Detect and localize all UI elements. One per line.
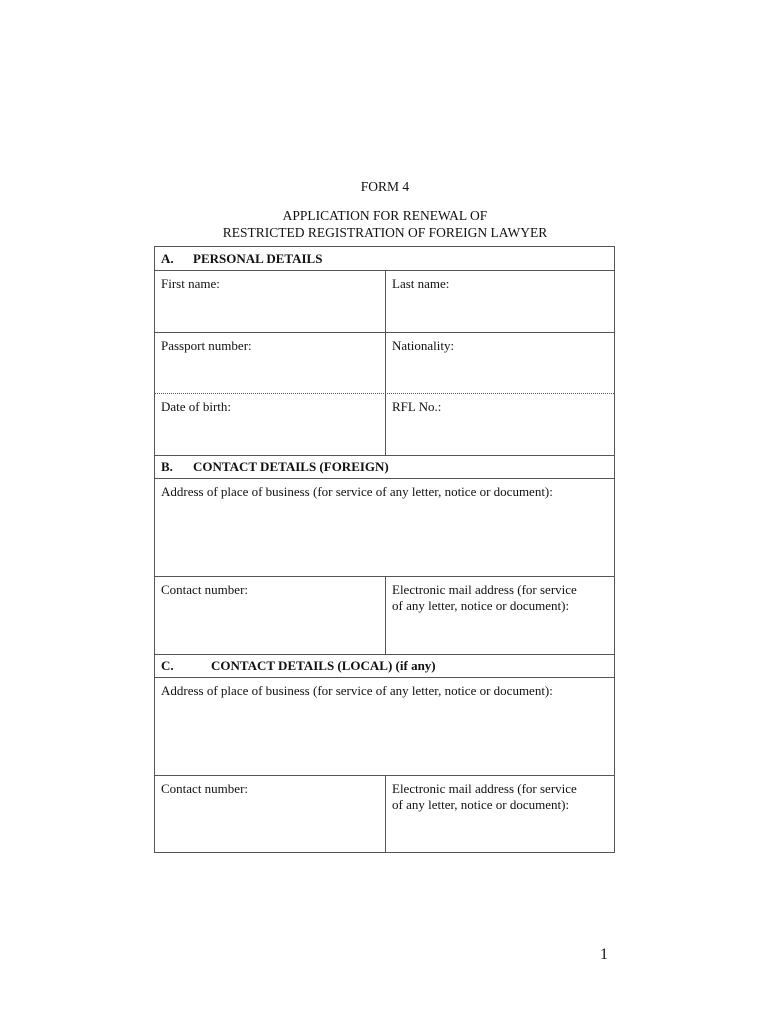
rfl-no-label: RFL No.: bbox=[392, 399, 442, 414]
application-title-line-2: RESTRICTED REGISTRATION OF FOREIGN LAWYER bbox=[222, 225, 548, 240]
foreign-email-label-line-2: of any letter, notice or document): bbox=[392, 598, 570, 613]
local-address-field[interactable] bbox=[155, 677, 614, 775]
local-contact-number-label: Contact number: bbox=[161, 781, 249, 796]
column-divider bbox=[385, 775, 386, 852]
first-name-label: First name: bbox=[161, 276, 220, 291]
passport-number-label: Passport number: bbox=[161, 338, 252, 353]
section-c-letter: C. bbox=[161, 658, 174, 673]
nationality-label: Nationality: bbox=[392, 338, 455, 353]
section-c-header bbox=[155, 654, 614, 677]
date-of-birth-label: Date of birth: bbox=[161, 399, 232, 414]
foreign-email-field[interactable] bbox=[385, 576, 614, 654]
page-number: 1 bbox=[600, 946, 608, 963]
column-divider bbox=[385, 576, 386, 654]
local-email-field[interactable] bbox=[385, 775, 614, 852]
section-a-letter: A. bbox=[161, 251, 174, 266]
section-b-header bbox=[155, 455, 614, 478]
section-a-header bbox=[155, 247, 614, 270]
column-divider bbox=[385, 270, 386, 455]
last-name-label: Last name: bbox=[392, 276, 450, 291]
foreign-contact-number-label: Contact number: bbox=[161, 582, 249, 597]
foreign-address-label: Address of place of business (for service of any letter, notice or document): bbox=[161, 484, 553, 499]
section-b-title: CONTACT DETAILS (FOREIGN) bbox=[193, 459, 389, 474]
section-c-title: CONTACT DETAILS (LOCAL) (if any) bbox=[211, 658, 436, 673]
section-b-letter: B. bbox=[161, 459, 173, 474]
rfl-no-field[interactable] bbox=[385, 393, 614, 455]
local-email-label-line-2: of any letter, notice or document): bbox=[392, 797, 570, 812]
foreign-contact-number-field[interactable] bbox=[155, 576, 385, 654]
nationality-field[interactable] bbox=[385, 332, 614, 393]
form-title: FORM 4 bbox=[360, 179, 410, 194]
last-name-field[interactable] bbox=[385, 270, 614, 332]
local-email-label-line-1: Electronic mail address (for service bbox=[392, 781, 577, 796]
foreign-email-label-line-1: Electronic mail address (for service bbox=[392, 582, 577, 597]
section-a-title: PERSONAL DETAILS bbox=[193, 251, 323, 266]
application-title-line-1: APPLICATION FOR RENEWAL OF bbox=[282, 208, 488, 223]
local-contact-number-field[interactable] bbox=[155, 775, 385, 852]
first-name-field[interactable] bbox=[155, 270, 385, 332]
local-address-label: Address of place of business (for service of any letter, notice or document): bbox=[161, 683, 553, 698]
date-of-birth-field[interactable] bbox=[155, 393, 385, 455]
foreign-address-field[interactable] bbox=[155, 478, 614, 576]
passport-number-field[interactable] bbox=[155, 332, 385, 393]
form-table bbox=[154, 246, 615, 853]
